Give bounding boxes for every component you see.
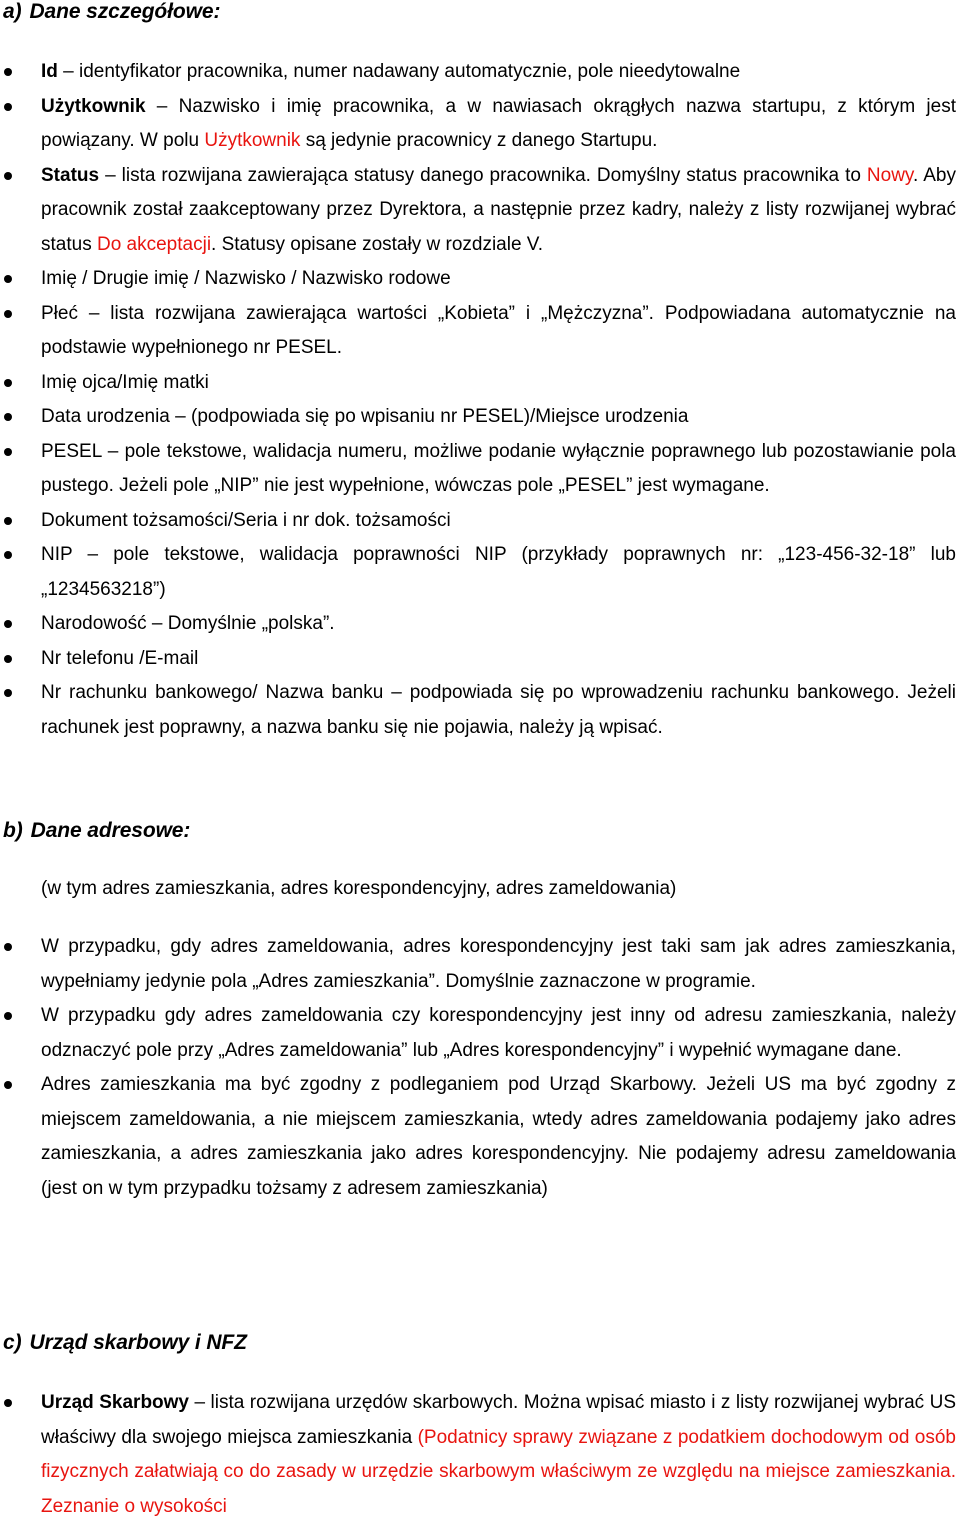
highlighted-text: (Podatnicy sprawy związane z podatkiem dochodowym od osób fizycznych załatwiają co do zasady w urzędzie skarbowym właściwym ze względu na miejsce zamieszkania. Zeznanie o wysokości	[41, 1426, 957, 1517]
bullet-icon	[4, 172, 12, 180]
list-item	[0, 366, 956, 401]
text-segment: . Statusy opisane zostały w rozdziale V.	[211, 233, 544, 255]
bullet-icon	[4, 689, 12, 697]
bold-term: Urząd Skarbowy	[41, 1392, 190, 1413]
list-item	[0, 90, 956, 159]
bullet-icon	[4, 1081, 12, 1089]
bullet-icon	[4, 310, 12, 318]
text-segment: Data urodzenia – (podpowiada się po wpisaniu nr PESEL)/Miejsce urodzenia	[41, 406, 689, 427]
bullet-icon	[4, 943, 12, 951]
text-segment: Narodowość – Domyślnie „polska”.	[41, 613, 335, 634]
list-item	[0, 999, 956, 1068]
text-segment: Adres zamieszkania ma być zgodny z podleganiem pod Urząd Skarbowy. Jeżeli US ma być zgodny z miejscem zameldowania, a nie miejscem zamieszkania, wtedy adres zameldowania podajemy jako adres zamieszkania, a adres zamieszkania jako adres korespondencyjny. Nie podajemy adresu zameldowania (jest on w tym przypadku tożsamy z adresem zamieszkania)	[41, 1074, 956, 1199]
list-item	[0, 642, 956, 677]
text-segment: – lista rozwijana zawierająca statusy danego pracownika. Domyślny status pracownika to	[99, 164, 867, 186]
section-b-intro: (w tym adres zamieszkania, adres korespondencyjny, adres zameldowania)	[41, 878, 677, 899]
section-a-title: Dane szczegółowe:	[29, 0, 221, 23]
list-item	[0, 930, 956, 999]
highlighted-text: Nowy	[866, 164, 914, 186]
text-segment: Nr rachunku bankowego/ Nazwa banku – podpowiada się po wprowadzeniu rachunku bankowego. Jeżeli rachunek jest poprawny, a nazwa banku się nie pojawia, należy ją wpisać.	[41, 682, 956, 738]
bold-term: Użytkownik	[41, 95, 146, 117]
text-segment: PESEL – pole tekstowe, walidacja numeru, możliwe podanie wyłącznie poprawnego lub pozostawianie pola pustego. Jeżeli pole „NIP” nie jest wypełnione, wówczas pole „PESEL” jest wymagane.	[41, 440, 956, 496]
list-item	[0, 262, 956, 297]
section-c-list	[0, 1386, 956, 1524]
list-item	[0, 538, 956, 607]
bullet-icon	[4, 1012, 12, 1020]
text-segment: Dokument tożsamości/Seria i nr dok. tożsamości	[41, 509, 451, 531]
bullet-icon	[4, 379, 12, 387]
text-segment: Płeć – lista rozwijana zawierająca wartości „Kobieta” i „Mężczyzna”. Podpowiadana automatycznie na podstawie wypełnionego nr PESEL.	[41, 302, 956, 358]
bullet-icon	[4, 448, 12, 456]
text-segment: są jedynie pracownicy z danego Startupu.	[300, 130, 658, 151]
section-a-label: a)	[3, 0, 22, 23]
section-a-list	[0, 55, 956, 745]
text-segment: W przypadku gdy adres zameldowania czy korespondencyjny jest inny od adresu zamieszkania, należy odznaczyć pole przy „Adres zameldowania” lub „Adres korespondencyjny” i wypełnić wymagane dane.	[41, 1005, 956, 1061]
bullet-icon	[4, 1399, 12, 1407]
section-c-label: c)	[3, 1331, 22, 1354]
bullet-icon	[4, 103, 12, 111]
text-segment: – identyfikator pracownika, numer nadawany automatycznie, pole nieedytowalne	[57, 61, 741, 82]
bullet-icon	[4, 517, 12, 525]
text-segment: Imię / Drugie imię / Nazwisko / Nazwisko rodowe	[41, 268, 451, 289]
list-item	[0, 1068, 956, 1206]
text-segment: Nr telefonu /E-mail	[41, 647, 199, 669]
section-b-label: b)	[3, 819, 23, 842]
highlighted-text: Użytkownik	[204, 130, 301, 151]
bullet-icon	[4, 620, 12, 628]
bold-term: Id	[41, 61, 58, 82]
text-segment: . Aby pracownik został zaakceptowany przez Dyrektora, a następnie przez kadry, należy z listy rozwijanej wybrać status	[41, 164, 956, 255]
section-c-title: Urząd skarbowy i NFZ	[29, 1331, 247, 1354]
list-item	[0, 400, 956, 435]
bullet-icon	[4, 68, 12, 76]
list-item	[0, 159, 956, 263]
list-item	[0, 55, 956, 90]
section-c-heading	[3, 1331, 247, 1355]
text-segment: – lista rozwijana urzędów skarbowych. Można wpisać miasto i z listy rozwijanej wybrać US właściwy dla swojego miejsca zamieszkania	[41, 1392, 956, 1448]
section-a-heading	[3, 0, 220, 24]
bullet-icon	[4, 551, 12, 559]
bullet-icon	[4, 275, 12, 283]
section-b-title: Dane adresowe:	[30, 819, 191, 842]
highlighted-text: Do akceptacji	[96, 233, 212, 255]
text-segment: Imię ojca/Imię matki	[41, 371, 209, 393]
list-item	[0, 504, 956, 539]
bold-term: Status	[41, 164, 100, 186]
text-segment: W przypadku, gdy adres zameldowania, adres korespondencyjny jest taki sam jak adres zamieszkania, wypełniamy jedynie pola „Adres zamieszkania”. Domyślnie zaznaczone w programie.	[41, 936, 956, 992]
bullet-icon	[4, 655, 12, 663]
section-b-list	[0, 930, 956, 1206]
text-segment: NIP – pole tekstowe, walidacja poprawności NIP (przykłady poprawnych nr: „123-456-32-18” lub „1234563218”)	[41, 544, 956, 600]
list-item	[0, 297, 956, 366]
text-segment: – Nazwisko i imię pracownika, a w nawiasach okrągłych nazwa startupu, z którym jest powiązany. W polu	[41, 95, 956, 151]
list-item	[0, 435, 956, 504]
list-item	[0, 1386, 956, 1524]
bullet-icon	[4, 413, 12, 421]
list-item	[0, 607, 956, 642]
list-item	[0, 676, 956, 745]
section-b-heading	[3, 819, 190, 843]
